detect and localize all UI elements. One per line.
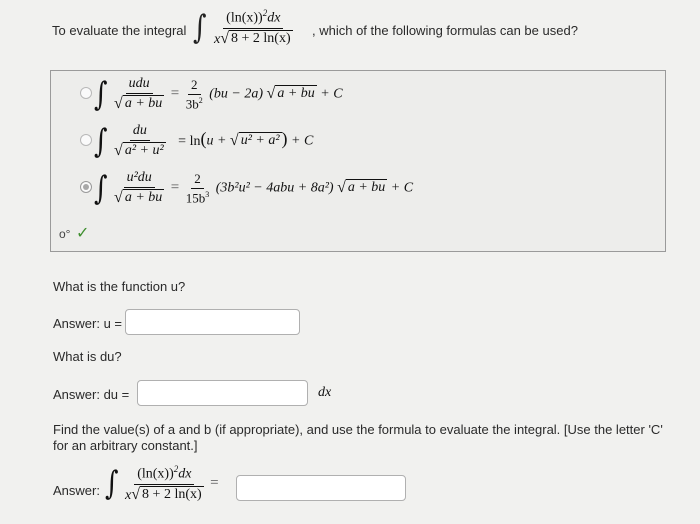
- option-3-coef-den: 15b: [185, 190, 206, 206]
- answer-du-input[interactable]: [137, 380, 308, 406]
- option-2-den: a² + u²: [124, 143, 164, 158]
- answer-u-label: Answer: u =: [53, 316, 123, 331]
- integrand-exp: 2: [262, 8, 268, 18]
- answer-u-input[interactable]: [125, 309, 300, 335]
- option-2-rad: u² + a²: [240, 132, 280, 148]
- option-1-num: udu: [126, 76, 153, 94]
- option-2-prefix: = ln: [178, 133, 201, 149]
- option-2-inner: u +: [206, 133, 227, 149]
- option-1-rad: a + bu: [277, 85, 315, 101]
- question-function-u: What is the function u?: [53, 279, 186, 294]
- final-integrand-dx: dx: [178, 466, 192, 482]
- question-integrand: $(\ln(x))^2dx$ x √ 8 + 2 ln(x): [214, 8, 291, 47]
- integral-sign: ∫: [193, 9, 207, 47]
- answer-du-label: Answer: du =: [53, 387, 130, 402]
- option-3-den: a + bu: [124, 190, 163, 205]
- option-3-formula[interactable]: ∫ u²du √ a + bu = $\frac{2}{15b^3}$ (3b²u² − 4abu + 8a²) √ a + bu + C: [94, 169, 414, 208]
- option-2-formula[interactable]: ∫ du √ a² + u² = ln(u + √ u² + a² ) + C: [94, 122, 314, 161]
- option-2-tail: + C: [291, 133, 314, 149]
- instructions-text: Find the value(s) of a and b (if appropriate), and use the formula to evaluate the integral. [Use the letter 'C' for an arbitrary constant.]: [53, 422, 663, 453]
- integrand-den-x: x: [214, 31, 221, 47]
- option-1-coef-num: 2: [188, 77, 201, 95]
- question-intro: To evaluate the integral: [52, 23, 187, 38]
- option-3-coef-num: 2: [191, 171, 204, 189]
- option-2-num: du: [130, 123, 150, 141]
- question-du: What is du?: [53, 349, 122, 364]
- option-3-radio[interactable]: [80, 181, 92, 193]
- option-1-coef-den: 3b: [185, 96, 199, 112]
- question-integral: [193, 8, 296, 48]
- final-integrand-den-radicand: 8 + 2 ln(x): [142, 486, 202, 502]
- option-1-tail: + C: [320, 86, 343, 102]
- option-3-body: (3b²u² − 4abu + 8a²): [215, 180, 334, 196]
- final-integrand-num: (ln(x)): [137, 466, 174, 482]
- final-integrand-exp: 2: [173, 464, 179, 474]
- integrand-den-radicand: 8 + 2 ln(x): [231, 30, 291, 46]
- option-1-radio[interactable]: [80, 87, 92, 99]
- answer-final-integral: ∫ $(\ln(x))^2dx$ x √ 8 + 2 ln(x) =: [105, 464, 219, 503]
- option-3-rad: a + bu: [347, 179, 386, 195]
- answer-final-label: Answer:: [53, 483, 100, 498]
- feedback-icon: o°: [59, 227, 71, 241]
- option-3-tail: + C: [390, 180, 414, 196]
- option-2-radio[interactable]: [80, 134, 92, 146]
- answer-final-input[interactable]: [236, 475, 406, 501]
- option-1-formula[interactable]: ∫ udu √ a + bu = $\frac{2}{3b^2}$ (bu − 2a) √ a + bu + C: [94, 75, 343, 114]
- option-3-coef-exp: 3: [205, 189, 210, 199]
- integrand-num: (ln(x)): [226, 10, 263, 26]
- final-integrand-den-x: x: [125, 487, 132, 503]
- option-3-num: u²du: [124, 170, 155, 188]
- option-1-coef-exp: 2: [198, 95, 203, 105]
- integrand-dx: dx: [267, 10, 281, 26]
- option-1-den: a + bu: [124, 96, 163, 111]
- check-icon: ✓: [76, 225, 90, 242]
- answer-du-suffix: dx: [318, 385, 332, 400]
- question-tail: , which of the following formulas can be used?: [312, 23, 578, 38]
- option-1-body: (bu − 2a): [209, 86, 264, 102]
